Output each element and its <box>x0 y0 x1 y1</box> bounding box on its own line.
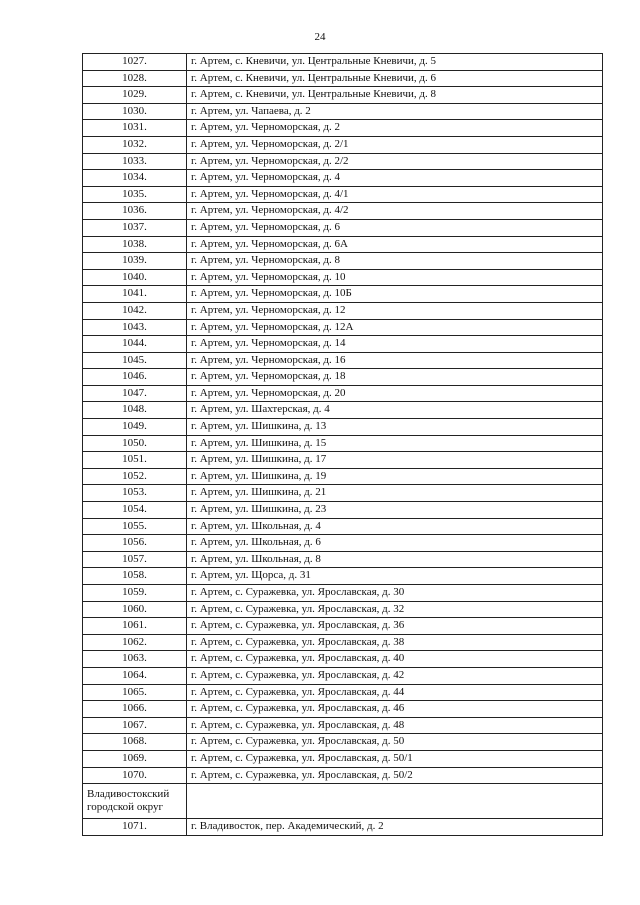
row-address: г. Артем, с. Суражевка, ул. Ярославская, д. 40 <box>187 651 603 668</box>
row-number: 1042. <box>83 302 187 319</box>
row-address: г. Артем, ул. Щорса, д. 31 <box>187 568 603 585</box>
row-number: 1048. <box>83 402 187 419</box>
table-row <box>83 568 603 585</box>
row-number: 1061. <box>83 618 187 635</box>
row-number: 1046. <box>83 369 187 386</box>
row-address: г. Артем, с. Кневичи, ул. Центральные Кневичи, д. 5 <box>187 54 603 71</box>
address-table <box>82 53 603 836</box>
table-row <box>83 269 603 286</box>
row-address: г. Артем, ул. Черноморская, д. 16 <box>187 352 603 369</box>
row-number: 1051. <box>83 452 187 469</box>
row-address: г. Артем, ул. Шишкина, д. 23 <box>187 502 603 519</box>
row-address: г. Артем, ул. Черноморская, д. 4/1 <box>187 186 603 203</box>
row-number: 1053. <box>83 485 187 502</box>
row-number: 1044. <box>83 336 187 353</box>
row-number: 1067. <box>83 717 187 734</box>
row-number: 1041. <box>83 286 187 303</box>
table-row <box>83 734 603 751</box>
table-row <box>83 302 603 319</box>
table-row <box>83 286 603 303</box>
row-address: г. Артем, с. Суражевка, ул. Ярославская, д. 50/2 <box>187 767 603 784</box>
table-row <box>83 535 603 552</box>
row-number: 1033. <box>83 153 187 170</box>
row-address: г. Артем, с. Суражевка, ул. Ярославская, д. 38 <box>187 634 603 651</box>
row-number: 1056. <box>83 535 187 552</box>
row-address: г. Артем, ул. Черноморская, д. 4 <box>187 170 603 187</box>
row-number: 1029. <box>83 87 187 104</box>
table-row <box>83 452 603 469</box>
row-number: 1057. <box>83 551 187 568</box>
row-address: г. Артем, ул. Школьная, д. 4 <box>187 518 603 535</box>
table-row <box>83 684 603 701</box>
row-address: г. Артем, ул. Шишкина, д. 13 <box>187 419 603 436</box>
table-row <box>83 54 603 71</box>
table-row <box>83 352 603 369</box>
section-label: Владивостокский городской округ <box>83 784 187 819</box>
table-row <box>83 601 603 618</box>
row-number: 1040. <box>83 269 187 286</box>
row-address: г. Артем, ул. Шахтерская, д. 4 <box>187 402 603 419</box>
table-row <box>83 70 603 87</box>
row-number: 1054. <box>83 502 187 519</box>
table-row <box>83 203 603 220</box>
row-address: г. Артем, ул. Черноморская, д. 4/2 <box>187 203 603 220</box>
table-row <box>83 319 603 336</box>
row-number: 1052. <box>83 468 187 485</box>
section-row <box>83 784 603 819</box>
row-number: 1060. <box>83 601 187 618</box>
row-number: 1070. <box>83 767 187 784</box>
table-row <box>83 369 603 386</box>
table-row <box>83 651 603 668</box>
table-row <box>83 767 603 784</box>
row-address: г. Артем, ул. Черноморская, д. 8 <box>187 253 603 270</box>
row-number: 1049. <box>83 419 187 436</box>
row-address: г. Артем, ул. Черноморская, д. 20 <box>187 385 603 402</box>
table-row <box>83 634 603 651</box>
row-number: 1028. <box>83 70 187 87</box>
row-address: г. Артем, с. Суражевка, ул. Ярославская, д. 48 <box>187 717 603 734</box>
row-number: 1068. <box>83 734 187 751</box>
row-number: 1027. <box>83 54 187 71</box>
row-address: г. Артем, ул. Шишкина, д. 17 <box>187 452 603 469</box>
row-number: 1063. <box>83 651 187 668</box>
row-number: 1071. <box>83 819 187 836</box>
row-address: г. Артем, ул. Черноморская, д. 18 <box>187 369 603 386</box>
row-address: г. Артем, ул. Чапаева, д. 2 <box>187 103 603 120</box>
row-number: 1036. <box>83 203 187 220</box>
row-address: г. Артем, ул. Школьная, д. 8 <box>187 551 603 568</box>
row-address: г. Владивосток, пер. Академический, д. 2 <box>187 819 603 836</box>
row-number: 1039. <box>83 253 187 270</box>
row-number: 1031. <box>83 120 187 137</box>
table-row <box>83 518 603 535</box>
table-row <box>83 618 603 635</box>
row-number: 1055. <box>83 518 187 535</box>
row-number: 1065. <box>83 684 187 701</box>
table-row <box>83 585 603 602</box>
table-row <box>83 701 603 718</box>
row-address: г. Артем, с. Суражевка, ул. Ярославская, д. 50/1 <box>187 750 603 767</box>
table-row <box>83 153 603 170</box>
row-address: г. Артем, с. Суражевка, ул. Ярославская, д. 30 <box>187 585 603 602</box>
row-address: г. Артем, ул. Черноморская, д. 6А <box>187 236 603 253</box>
row-number: 1043. <box>83 319 187 336</box>
row-address: г. Артем, ул. Черноморская, д. 2 <box>187 120 603 137</box>
table-row <box>83 468 603 485</box>
row-address: г. Артем, с. Кневичи, ул. Центральные Кневичи, д. 6 <box>187 70 603 87</box>
row-address: г. Артем, с. Суражевка, ул. Ярославская, д. 32 <box>187 601 603 618</box>
table-row <box>83 402 603 419</box>
row-address: г. Артем, ул. Шишкина, д. 21 <box>187 485 603 502</box>
table-row <box>83 236 603 253</box>
row-address: г. Артем, ул. Черноморская, д. 6 <box>187 219 603 236</box>
row-number: 1032. <box>83 136 187 153</box>
table-row <box>83 667 603 684</box>
row-number: 1062. <box>83 634 187 651</box>
row-address: г. Артем, ул. Черноморская, д. 2/1 <box>187 136 603 153</box>
table-row <box>83 419 603 436</box>
table-row <box>83 750 603 767</box>
table-row <box>83 385 603 402</box>
row-number: 1037. <box>83 219 187 236</box>
row-number: 1064. <box>83 667 187 684</box>
row-address: г. Артем, ул. Школьная, д. 6 <box>187 535 603 552</box>
table-row <box>83 485 603 502</box>
table-row <box>83 819 603 836</box>
row-address: г. Артем, ул. Черноморская, д. 2/2 <box>187 153 603 170</box>
row-number: 1069. <box>83 750 187 767</box>
row-number: 1066. <box>83 701 187 718</box>
table-row <box>83 551 603 568</box>
table-row <box>83 435 603 452</box>
table-row <box>83 103 603 120</box>
row-number: 1050. <box>83 435 187 452</box>
row-number: 1047. <box>83 385 187 402</box>
row-address: г. Артем, с. Суражевка, ул. Ярославская, д. 36 <box>187 618 603 635</box>
row-number: 1034. <box>83 170 187 187</box>
table-row <box>83 136 603 153</box>
table-row <box>83 717 603 734</box>
row-address: г. Артем, ул. Черноморская, д. 10 <box>187 269 603 286</box>
table-row <box>83 502 603 519</box>
row-address: г. Артем, ул. Черноморская, д. 10Б <box>187 286 603 303</box>
row-address: г. Артем, ул. Шишкина, д. 19 <box>187 468 603 485</box>
table-row <box>83 120 603 137</box>
row-address: г. Артем, ул. Черноморская, д. 12А <box>187 319 603 336</box>
row-number: 1035. <box>83 186 187 203</box>
row-address: г. Артем, с. Кневичи, ул. Центральные Кневичи, д. 8 <box>187 87 603 104</box>
row-address: г. Артем, с. Суражевка, ул. Ярославская, д. 50 <box>187 734 603 751</box>
address-table-body <box>83 54 603 836</box>
row-number: 1058. <box>83 568 187 585</box>
table-row <box>83 170 603 187</box>
row-address: г. Артем, ул. Черноморская, д. 14 <box>187 336 603 353</box>
table-row <box>83 336 603 353</box>
row-address: г. Артем, с. Суражевка, ул. Ярославская, д. 44 <box>187 684 603 701</box>
table-row <box>83 219 603 236</box>
row-address: г. Артем, ул. Черноморская, д. 12 <box>187 302 603 319</box>
table-row <box>83 253 603 270</box>
row-address: г. Артем, ул. Шишкина, д. 15 <box>187 435 603 452</box>
section-address-cell <box>187 784 603 819</box>
row-address: г. Артем, с. Суражевка, ул. Ярославская, д. 42 <box>187 667 603 684</box>
row-number: 1030. <box>83 103 187 120</box>
row-number: 1038. <box>83 236 187 253</box>
row-address: г. Артем, с. Суражевка, ул. Ярославская, д. 46 <box>187 701 603 718</box>
row-number: 1045. <box>83 352 187 369</box>
row-number: 1059. <box>83 585 187 602</box>
page-number: 24 <box>314 31 326 43</box>
table-row <box>83 186 603 203</box>
table-row <box>83 87 603 104</box>
